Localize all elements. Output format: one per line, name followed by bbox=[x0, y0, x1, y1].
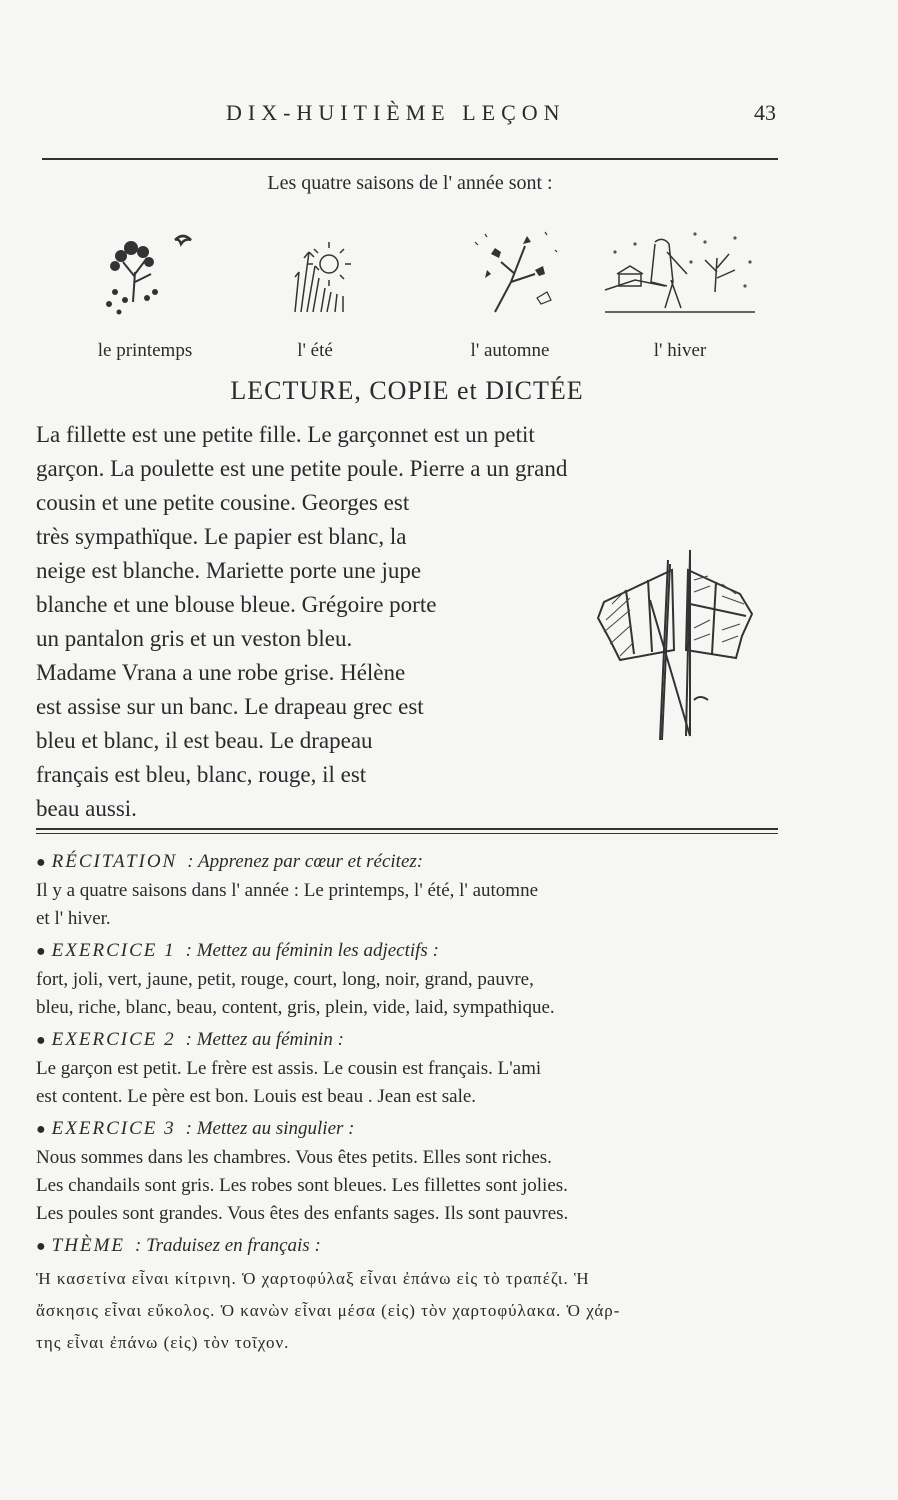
lesson-title: DIX-HUITIÈME LEÇON bbox=[226, 100, 566, 125]
reading-line: un pantalon gris et un veston bleu. bbox=[36, 626, 353, 651]
header-rule bbox=[42, 158, 778, 160]
season-label-summer: l' été bbox=[297, 340, 333, 361]
exercise-heading-theme bbox=[36, 1232, 778, 1261]
exercise-name: EXERCICE 3 bbox=[51, 1118, 176, 1139]
crossed-flags-icon bbox=[590, 540, 760, 780]
exercise-line: est content. Le père est bon. Louis est beau . Jean est sale. bbox=[36, 1086, 477, 1107]
season-label-winter: l' hiver bbox=[653, 340, 707, 361]
exercise-name: THÈME bbox=[51, 1235, 125, 1256]
bullet-icon: ● bbox=[36, 1032, 46, 1049]
bullet-icon: ● bbox=[36, 1121, 46, 1138]
exercise-line: Nous sommes dans les chambres. Vous êtes petits. Elles sont riches. bbox=[36, 1147, 552, 1168]
season-label-autumn: l' automne bbox=[470, 340, 550, 361]
exercise-heading-1 bbox=[36, 937, 778, 966]
exercise-name: RÉCITATION bbox=[51, 851, 178, 872]
reading-line: Madame Vrana a une robe grise. Hélène bbox=[36, 660, 406, 685]
exercise-heading-2 bbox=[36, 1026, 778, 1055]
season-summer bbox=[240, 222, 390, 362]
season-winter bbox=[590, 222, 770, 362]
exercise-line: Le garçon est petit. Le frère est assis. Le cousin est français. L'ami bbox=[36, 1058, 542, 1079]
exercise-line: Les poules sont grandes. Vous êtes des enfants sages. Ils sont pauvres. bbox=[36, 1203, 569, 1224]
exercises-section bbox=[36, 848, 778, 1357]
season-spring bbox=[60, 222, 230, 362]
exercise-name: EXERCICE 2 bbox=[51, 1029, 176, 1050]
page-number: 43 bbox=[754, 100, 776, 125]
section-divider bbox=[36, 828, 778, 830]
reading-line: français est bleu, blanc, rouge, il est bbox=[36, 762, 367, 787]
greek-line: Ἡ κασετίνα εἶναι κίτρινη. Ὁ χαρτοφύλαξ εἶναι ἐπάνω εἰς τὸ τραπέζι. Ἡ bbox=[36, 1269, 590, 1288]
reading-line: blanche et une blouse bleue. Grégoire porte bbox=[36, 592, 437, 617]
reading-line: neige est blanche. Mariette porte une jupe bbox=[36, 558, 422, 583]
exercise-instruction: : Mettez au féminin : bbox=[185, 1029, 344, 1050]
reading-line: est assise sur un banc. Le drapeau grec est bbox=[36, 694, 424, 719]
reading-line: beau aussi. bbox=[36, 796, 137, 821]
greek-line: ἄσκησις εἶναι εὔκολος. Ὁ κανὼν εἶναι μέσα (εἰς) τὸν χαρτοφύλακα. Ὁ χάρ- bbox=[36, 1301, 621, 1320]
autumn-branch-leaves-icon bbox=[455, 222, 565, 322]
season-autumn bbox=[430, 222, 590, 362]
summer-wheat-sun-icon bbox=[265, 222, 365, 322]
exercise-heading-recitation bbox=[36, 848, 778, 877]
bullet-icon: ● bbox=[36, 943, 46, 960]
seasons-intro: Les quatre saisons de l' année sont : bbox=[267, 172, 553, 194]
reading-line: très sympathïque. Le papier est blanc, la bbox=[36, 524, 407, 549]
exercise-line: Les chandails sont gris. Les robes sont bleues. Les fillettes sont jolies. bbox=[36, 1175, 568, 1196]
exercise-instruction: : Traduisez en français : bbox=[135, 1235, 321, 1256]
bullet-icon: ● bbox=[36, 854, 46, 871]
reading-line: garçon. La poulette est une petite poule. Pierre a un grand bbox=[36, 456, 568, 481]
reading-title: LECTURE, COPIE et DICTÉE bbox=[230, 376, 584, 405]
page-header bbox=[36, 100, 776, 134]
reading-line: cousin et une petite cousine. Georges est bbox=[36, 490, 410, 515]
season-label-spring: le printemps bbox=[97, 340, 193, 361]
greek-line: της εἶναι ἐπάνω (εἰς) τὸν τοῖχον. bbox=[36, 1333, 290, 1352]
exercise-heading-3 bbox=[36, 1115, 778, 1144]
bullet-icon: ● bbox=[36, 1238, 46, 1255]
reading-line: bleu et blanc, il est beau. Le drapeau bbox=[36, 728, 373, 753]
exercise-line: et l' hiver. bbox=[36, 908, 111, 929]
exercise-instruction: : Mettez au féminin les adjectifs : bbox=[185, 940, 439, 961]
section-divider-thin bbox=[36, 833, 778, 834]
exercise-line: bleu, riche, blanc, beau, content, gris, plein, vide, laid, sympathique. bbox=[36, 997, 555, 1018]
exercise-line: fort, joli, vert, jaune, petit, rouge, court, long, noir, grand, pauvre, bbox=[36, 969, 534, 990]
exercise-instruction: : Mettez au singulier : bbox=[185, 1118, 355, 1139]
exercise-instruction: : Apprenez par cœur et récitez: bbox=[187, 851, 424, 872]
spring-tree-bird-icon bbox=[85, 222, 205, 322]
winter-walker-snow-icon bbox=[595, 222, 765, 322]
exercise-line: Il y a quatre saisons dans l' année : Le printemps, l' été, l' automne bbox=[36, 880, 539, 901]
reading-line: La fillette est une petite fille. Le garçonnet est un petit bbox=[36, 422, 535, 447]
exercise-name: EXERCICE 1 bbox=[51, 940, 176, 961]
